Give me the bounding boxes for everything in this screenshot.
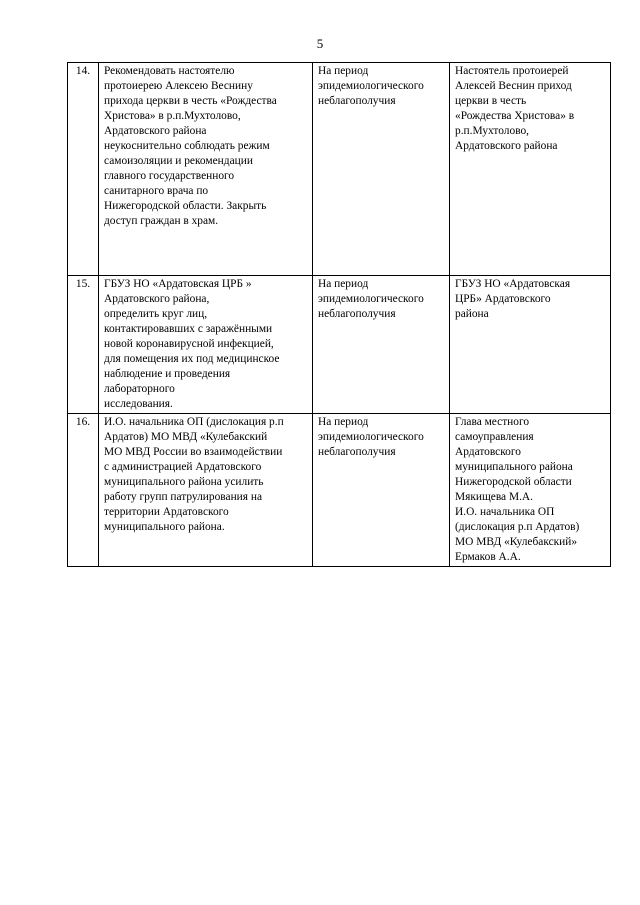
action-cell: И.О. начальника ОП (дислокация р.п Ардатов) МО МВД «Кулебакский МО МВД России во взаимодействии с администрацией Ардатовского муниципального района усилить работу групп патрулирования на территории Ардатовского муниципального района. xyxy=(99,414,313,567)
responsible-cell: ГБУЗ НО «Ардатовская ЦРБ» Ардатовского района xyxy=(450,276,611,414)
action-cell: Рекомендовать настоятелю протоиерею Алексею Веснину прихода церкви в честь «Рождества Христова» в р.п.Мухтолово, Ардатовского района неукоснительно соблюдать режим самоизоляции и рекомендации главного государственного санитарного врача по Нижегородской области. Закрыть доступ граждан в храм. xyxy=(99,63,313,276)
measures-table xyxy=(67,62,611,567)
row-number: 14. xyxy=(68,63,99,276)
period-cell: На период эпидемиологического неблагополучия xyxy=(313,276,450,414)
period-cell: На период эпидемиологического неблагополучия xyxy=(313,414,450,567)
action-cell: ГБУЗ НО «Ардатовская ЦРБ » Ардатовского района, определить круг лиц, контактировавших с заражёнными новой коронавирусной инфекцией, для помещения их под медицинское наблюдение и проведения лабораторного исследования. xyxy=(99,276,313,414)
responsible-cell: Настоятель протоиерей Алексей Веснин приход церкви в честь «Рождества Христова» в р.п.Мухтолово, Ардатовского района xyxy=(450,63,611,276)
row-number: 15. xyxy=(68,276,99,414)
table-row xyxy=(68,414,611,567)
responsible-cell: Глава местного самоуправления Ардатовского муниципального района Нижегородской области Мякищева М.А. И.О. начальника ОП (дислокация р.п Ардатов) МО МВД «Кулебакский» Ермаков А.А. xyxy=(450,414,611,567)
page-number: 5 xyxy=(316,36,324,51)
row-number: 16. xyxy=(68,414,99,567)
table-row xyxy=(68,276,611,414)
period-cell: На период эпидемиологического неблагополучия xyxy=(313,63,450,276)
table-row xyxy=(68,63,611,276)
